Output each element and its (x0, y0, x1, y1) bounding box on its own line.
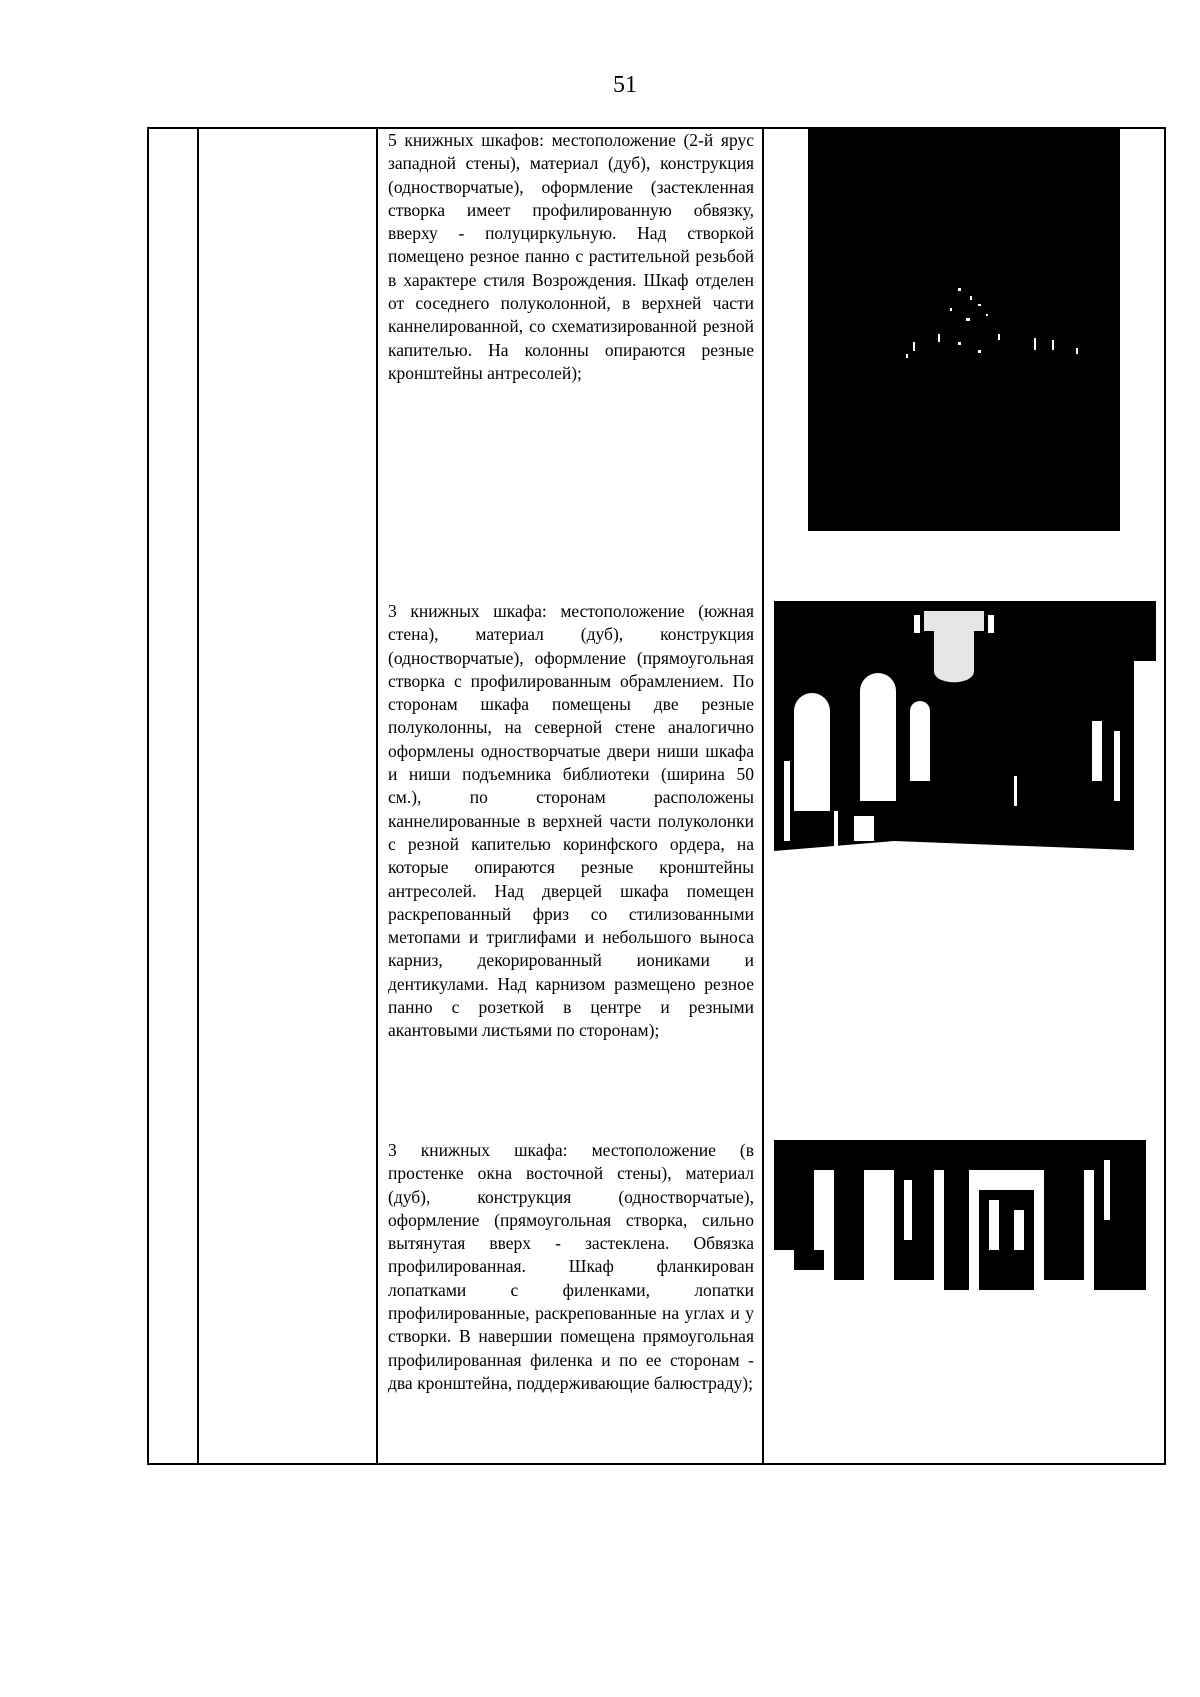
entry-description-1: 5 книжных шкафов: местоположение (2-й ярус западной стены), материал (дуб), конструкция (одностворчатые), оформление (застекленная створка имеет профилированную обвязку, вверху - полуциркульную. Над створкой помещено резное панно с растительной резьбой в характере стиля Возрождения. Шкаф отделен от соседнего полуколонной, в верхней части каннелированной, со схематизированной резной капителью. На колонны опираются резные кронштейны антресолей); (388, 130, 754, 383)
photo-2 (774, 601, 1156, 887)
photo-3-image (774, 1140, 1146, 1301)
photo-1 (808, 128, 1120, 531)
photo-2-image (774, 601, 1156, 887)
entry-description-2: 3 книжных шкафа: местоположение (южная стена), материал (дуб), конструкция (одностворчатые), оформление (прямоугольная створка с профилированным обрамлением. По сторонам шкафа помещены две резные полуколонны, на северной стене аналогично оформлены одностворчатые двери ниши шкафа и ниши подъемника библиотеки (ширина 50 см.), по сторонам расположены каннелированные в верхней части полуколонки с резной капителью коринфского ордера, на которые опираются резные кронштейны антресолей. Над дверцей шкафа помещен раскрепованный фриз со стилизованными метопами и триглифами и небольшого выноса карниз, декорированный иониками и дентикулами. Над карнизом размещено резное панно с розеткой в центре и резными акантовыми листьями по сторонам); (388, 601, 754, 1041)
photo-1-image (808, 128, 1120, 531)
photo-3 (774, 1140, 1146, 1301)
entry-description-3: 3 книжных шкафа: местоположение (в простенке окна восточной стены), материал (дуб), конструкция (одностворчатые), оформление (прямоугольная створка, сильно вытянутая вверх - застеклена. Обвязка профилированная. Шкаф фланкирован лопатками с филенками, лопатки профилированные, раскрепованные на углах и у створки. В навершии помещена прямоугольная профилированная филенка и по ее сторонам - два кронштейна, поддерживающие балюстраду); (388, 1140, 754, 1393)
page-number: 51 (613, 72, 637, 98)
table-cell-name (198, 128, 377, 1464)
table-cell-number (148, 128, 198, 1464)
